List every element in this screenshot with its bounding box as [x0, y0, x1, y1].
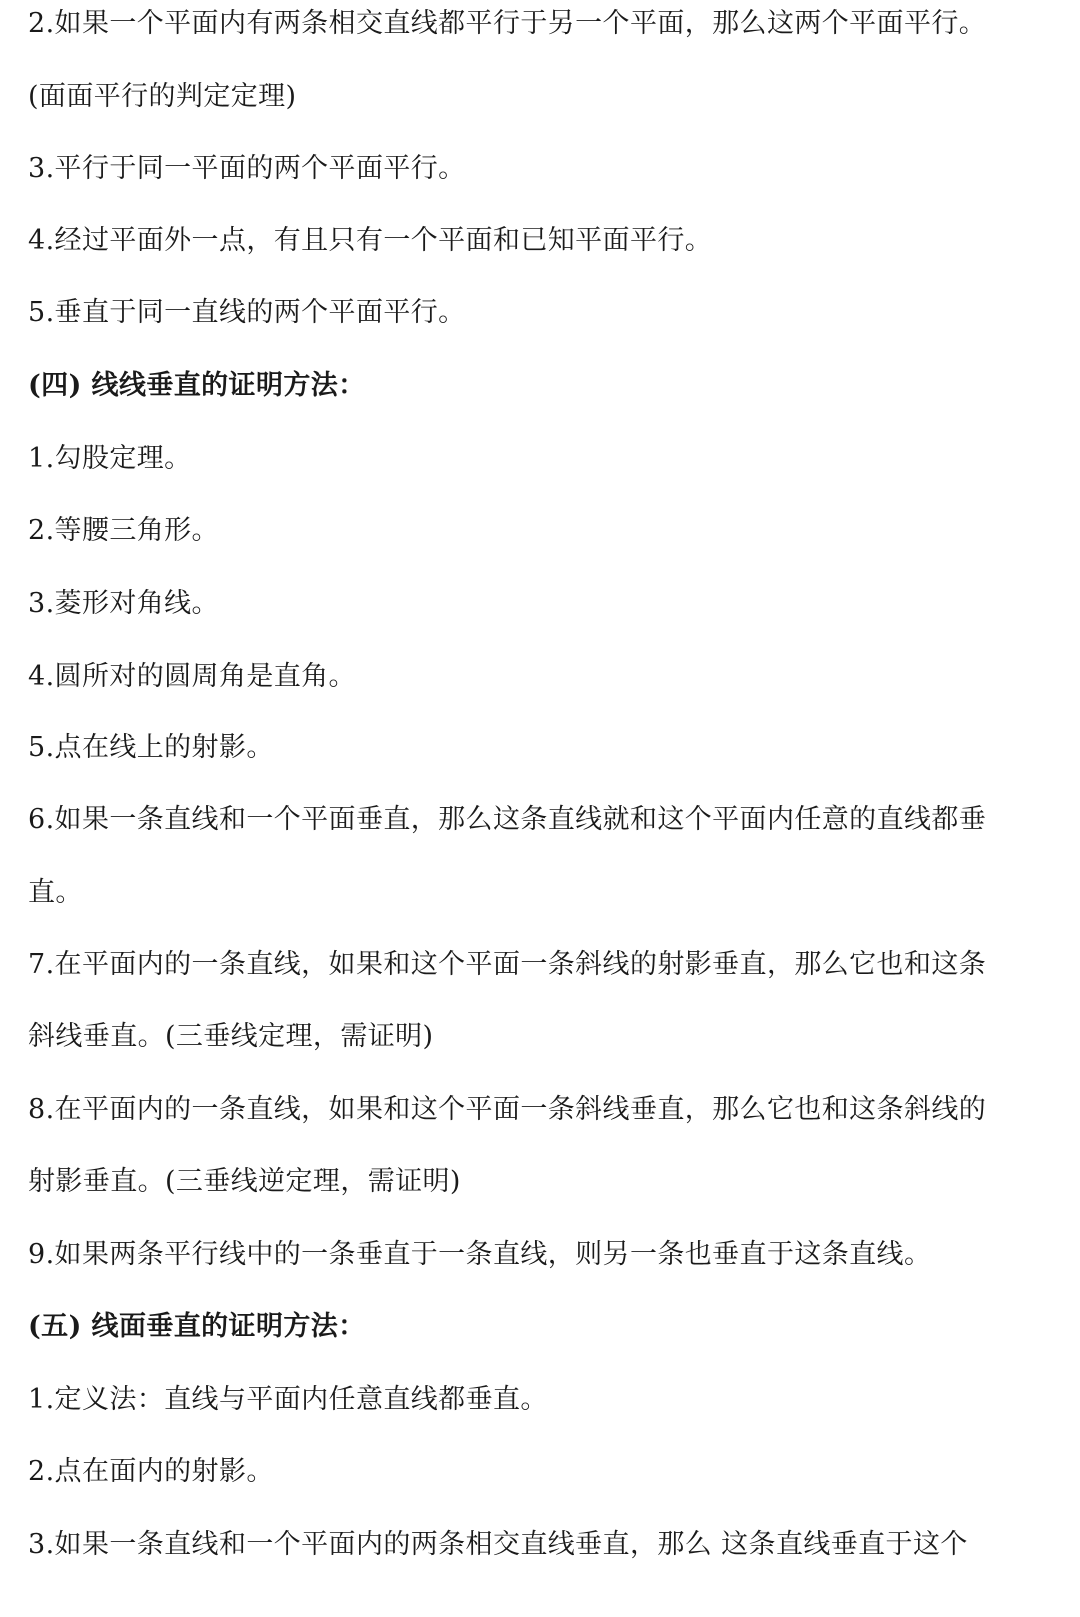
parallel-planes-item-3: 3.平行于同一平面的两个平面平行。	[28, 153, 466, 184]
line-plane-perpendicular-item-1: 1.定义法：直线与平面内任意直线都垂直。	[28, 1384, 548, 1415]
line-plane-perpendicular-item-3: 3.如果一条直线和一个平面内的两条相交直线垂直，那么 这条直线垂直于这个	[28, 1529, 968, 1560]
parallel-planes-item-2: 2.如果一个平面内有两条相交直线都平行于另一个平面，那么这两个平面平行。	[28, 8, 987, 39]
section-4-heading: (四) 线线垂直的证明方法：	[28, 370, 366, 401]
perpendicular-lines-item-2: 2.等腰三角形。	[28, 515, 219, 546]
perpendicular-lines-item-9: 9.如果两条平行线中的一条垂直于一条直线，则另一条也垂直于这条直线。	[28, 1239, 932, 1270]
perpendicular-lines-item-1: 1.勾股定理。	[28, 443, 192, 474]
parallel-planes-item-5: 5.垂直于同一直线的两个平面平行。	[28, 297, 466, 328]
perpendicular-lines-item-6: 6.如果一条直线和一个平面垂直，那么这条直线就和这个平面内任意的直线都垂	[28, 804, 987, 835]
perpendicular-lines-item-4: 4.圆所对的圆周角是直角。	[28, 661, 356, 692]
parallel-planes-item-2-note: (面面平行的判定定理)	[28, 81, 297, 112]
perpendicular-lines-item-7-cont: 斜线垂直。(三垂线定理，需证明)	[28, 1021, 434, 1052]
perpendicular-lines-item-6-cont: 直。	[28, 877, 83, 908]
perpendicular-lines-item-8-cont: 射影垂直。(三垂线逆定理，需证明)	[28, 1166, 461, 1197]
line-plane-perpendicular-item-2: 2.点在面内的射影。	[28, 1456, 274, 1487]
perpendicular-lines-item-5: 5.点在线上的射影。	[28, 732, 274, 763]
perpendicular-lines-item-7: 7.在平面内的一条直线，如果和这个平面一条斜线的射影垂直，那么它也和这条	[28, 949, 987, 980]
parallel-planes-item-4: 4.经过平面外一点，有且只有一个平面和已知平面平行。	[28, 225, 713, 256]
section-5-heading: (五) 线面垂直的证明方法：	[28, 1311, 366, 1342]
perpendicular-lines-item-8: 8.在平面内的一条直线，如果和这个平面一条斜线垂直，那么它也和这条斜线的	[28, 1094, 987, 1125]
perpendicular-lines-item-3: 3.菱形对角线。	[28, 588, 219, 619]
